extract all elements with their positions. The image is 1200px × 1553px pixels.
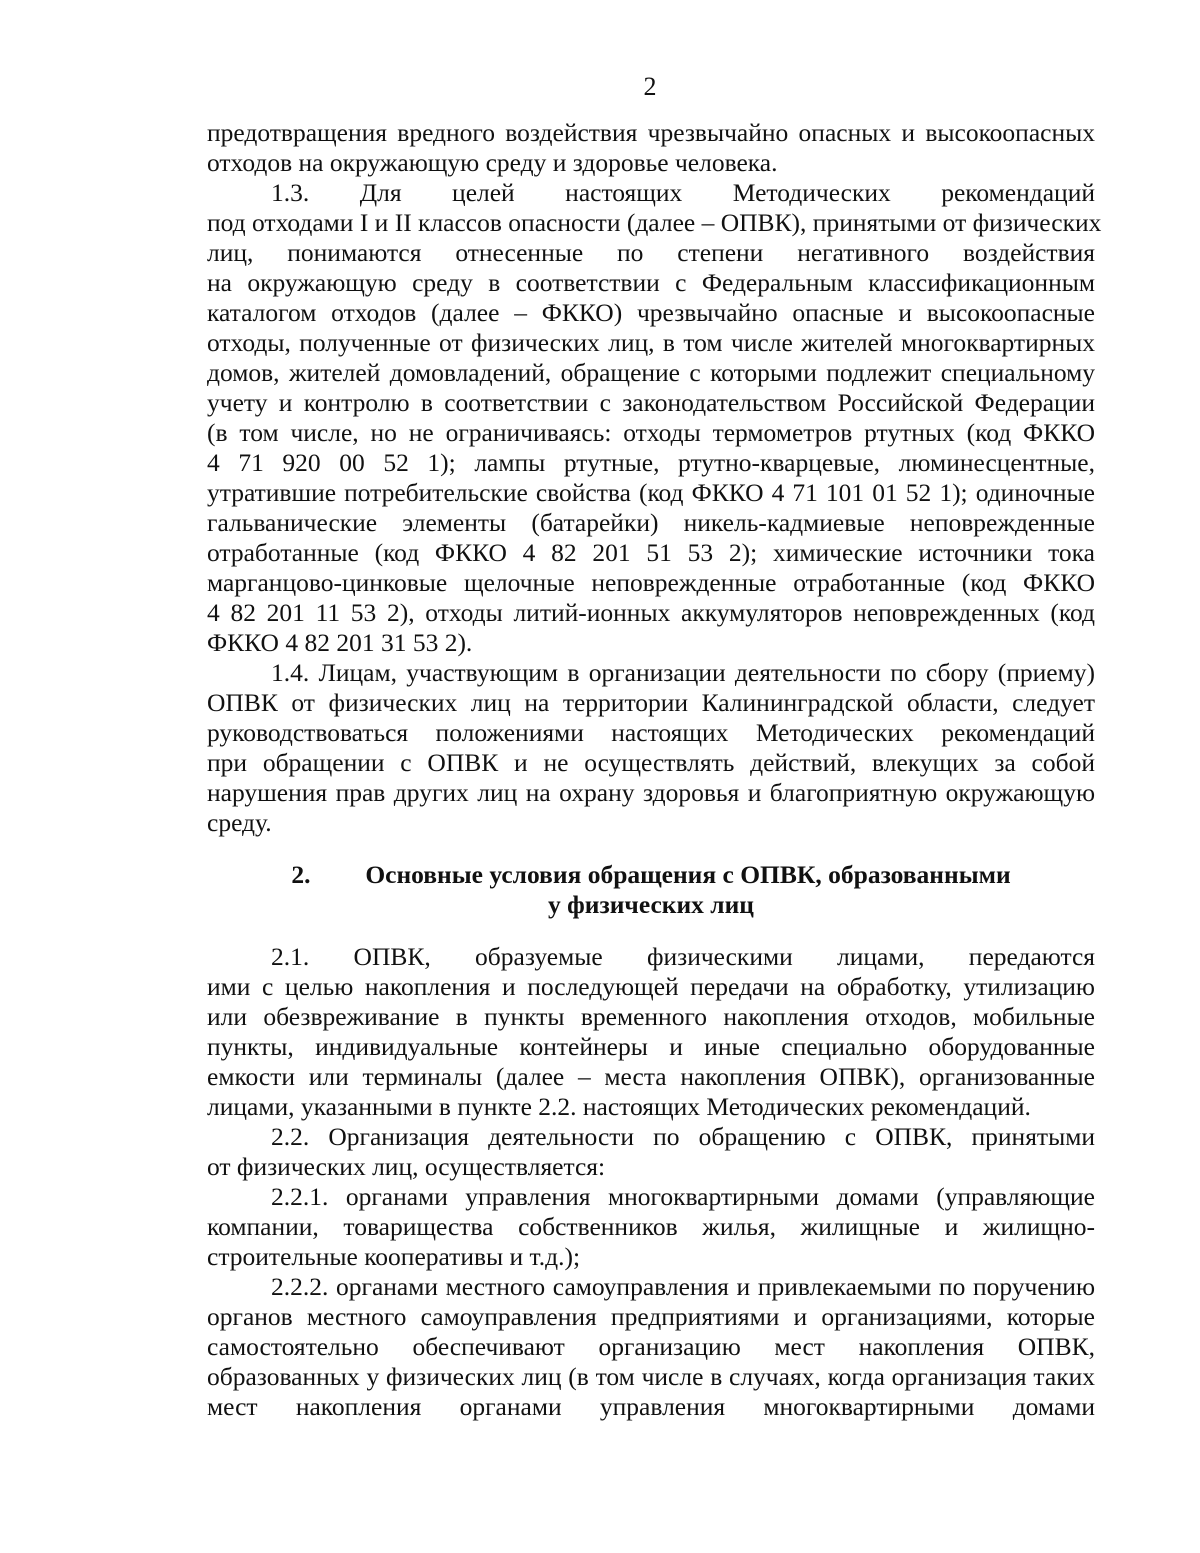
text-line: 2.1. ОПВК, образуемые физическими лицами, передаются [271,942,1095,971]
document-body [207,118,1102,1422]
text-line: 1.4. Лицам, участвующим в организации деятельности по сбору (приему) [271,658,1095,687]
text-line: 1.3. Для целей настоящих Методических рекомендаций [271,178,1095,207]
text-line: компании, товарищества собственников жилья, жилищные и жилищно- [207,1212,1095,1241]
text-line: при обращении с ОПВК и не осуществлять действий, влекущих за собой [207,748,1095,777]
text-line: лицами, указанными в пункте 2.2. настоящих Методических рекомендаций. [207,1092,1031,1121]
section-title-line-2: у физических лиц [548,890,754,919]
text-line: ФККО 4 82 201 31 53 2). [207,628,473,657]
page-number: 2 [643,72,657,101]
paragraph-2-2-2 [207,1272,1095,1422]
text-line: отходов на окружающую среду и здоровье человека. [207,148,778,177]
text-line: отходы, полученные от физических лиц, в том числе жителей многоквартирных [207,328,1095,357]
text-line: лиц, понимаются отнесенные по степени негативного воздействия [207,238,1095,267]
text-line: от физических лиц, осуществляется: [207,1152,606,1181]
text-line: руководствоваться положениями настоящих Методических рекомендаций [207,718,1095,747]
paragraph-2-1 [207,942,1095,1122]
text-line: образованных у физических лиц (в том числе в случаях, когда организация таких [207,1362,1095,1391]
section-heading-line-1 [207,860,1095,890]
paragraph-2-2-1 [207,1182,1095,1272]
text-line: 2.2. Организация деятельности по обращению с ОПВК, принятыми [271,1122,1095,1151]
text-line: 2.2.2. органами местного самоуправления и привлекаемыми по поручению [271,1272,1095,1301]
text-line: емкости или терминалы (далее – места накопления ОПВК), организованные [207,1062,1095,1091]
text-line: отработанные (код ФККО 4 82 201 51 53 2); химические источники тока [207,538,1095,567]
text-line: домов, жителей домовладений, обращение с которыми подлежит специальному [207,358,1095,387]
text-line: предотвращения вредного воздействия чрезвычайно опасных и высокоопасных [207,118,1095,147]
text-line: под отходами I и II классов опасности (далее – ОПВК), принятыми от физических [207,208,1102,237]
text-line: (в том числе, но не ограничиваясь: отходы термометров ртутных (код ФККО [207,418,1095,447]
text-line: пункты, индивидуальные контейнеры и иные специально оборудованные [207,1032,1095,1061]
text-line: учету и контролю в соответствии с законодательством Российской Федерации [207,388,1095,417]
text-line: среду. [207,808,272,837]
paragraph-2-2 [207,1122,1095,1182]
text-line: гальванические элементы (батарейки) никель-кадмиевые неповрежденные [207,508,1095,537]
text-line: ими с целью накопления и последующей передачи на обработку, утилизацию [207,972,1095,1001]
paragraph-1-3 [207,178,1102,658]
text-line: 2.2.1. органами управления многоквартирными домами (управляющие [271,1182,1095,1211]
text-line: или обезвреживание в пункты временного накопления отходов, мобильные [207,1002,1095,1031]
text-line: самостоятельно обеспечивают организацию мест накопления ОПВК, [207,1332,1095,1361]
text-line: мест накопления органами управления многоквартирными домами [207,1392,1095,1421]
paragraph-intro [207,118,1095,178]
text-line: органов местного самоуправления предприятиями и организациями, которые [207,1302,1095,1331]
paragraph-1-4 [207,658,1095,838]
section-title-line-1: Основные условия обращения с ОПВК, образованными [365,860,1011,889]
section-number: 2. [291,860,311,889]
section-heading [207,860,1095,920]
text-line: каталогом отходов (далее – ФККО) чрезвычайно опасные и высокоопасные [207,298,1095,327]
text-line: нарушения прав других лиц на охрану здоровья и благоприятную окружающую [207,778,1095,807]
text-line: утратившие потребительские свойства (код ФККО 4 71 101 01 52 1); одиночные [207,478,1095,507]
text-line: 4 71 920 00 52 1); лампы ртутные, ртутно-кварцевые, люминесцентные, [207,448,1095,477]
text-line: ОПВК от физических лиц на территории Калининградской области, следует [207,688,1095,717]
text-line: строительные кооперативы и т.д.); [207,1242,581,1271]
text-line: на окружающую среду в соответствии с Федеральным классификационным [207,268,1095,297]
text-line: 4 82 201 11 53 2), отходы литий-ионных аккумуляторов неповрежденных (код [207,598,1095,627]
text-line: марганцово-цинковые щелочные неповрежденные отработанные (код ФККО [207,568,1095,597]
